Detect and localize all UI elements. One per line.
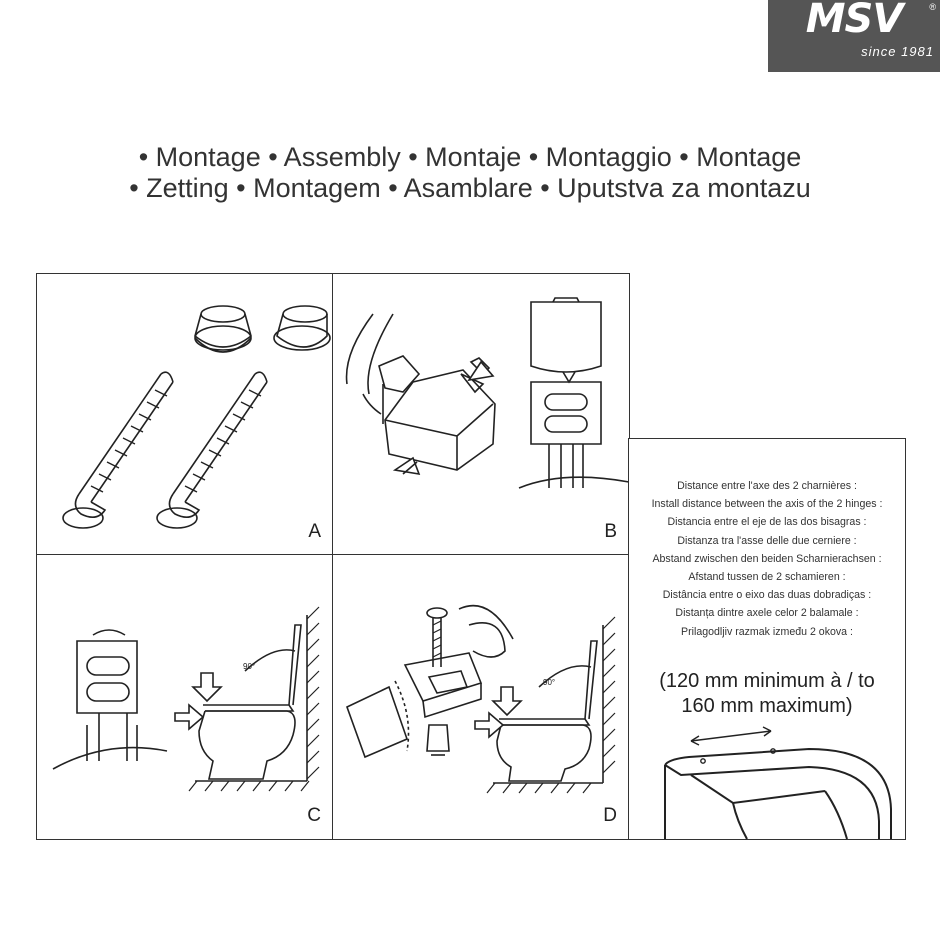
- title-line-1: • Montage • Assembly • Montaje • Montaggio • Montage: [138, 142, 802, 172]
- distance-line: Distância entre o eixo das duas dobradiças :: [662, 589, 872, 602]
- panel-b-label: B: [604, 521, 617, 542]
- panel-c: [36, 554, 334, 840]
- screw-fixing-illustration: [333, 555, 631, 841]
- distance-line: Install distance between the axis of the 2 hinges :: [651, 498, 883, 511]
- logo-tagline: since 1981: [861, 44, 934, 59]
- distance-line: Afstand tussen de 2 schamieren :: [688, 571, 846, 584]
- distance-line: Prilagodljiv razmak između 2 okova :: [681, 625, 853, 638]
- angle-label-d: 90°: [543, 678, 556, 687]
- panel-b: [332, 273, 630, 556]
- distance-line: Distance entre l'axe des 2 charnières :: [677, 480, 857, 492]
- panel-a-label: A: [308, 521, 321, 542]
- screws-and-plugs-illustration: [37, 274, 335, 557]
- panel-a: [36, 273, 334, 556]
- distance-line: Distanța dintre axele celor 2 balamale :: [675, 607, 859, 620]
- distance-line: Distanza tra l'asse delle due cerniere :: [677, 534, 857, 547]
- panel-c-label: C: [307, 805, 321, 826]
- hinge-distance-panel: [628, 438, 906, 840]
- distance-line: Distancia entre el eje de las dos bisagras :: [667, 516, 867, 529]
- panel-d-label: D: [603, 805, 617, 826]
- registered-mark: ®: [929, 2, 936, 12]
- range-line-1: (120 mm minimum à / to: [659, 670, 875, 692]
- range-line-2: 160 mm maximum): [681, 695, 853, 717]
- distance-line: Abstand zwischen den beiden Scharnierachsen :: [652, 552, 882, 565]
- angle-label-c: 90°: [243, 662, 256, 671]
- seat-placement-illustration: [37, 555, 335, 841]
- panel-d: [332, 554, 630, 840]
- toilet-bowl-illustration: [629, 439, 907, 841]
- brand-logo: [768, 0, 940, 72]
- title-line-2: • Zetting • Montagem • Asamblare • Uputstva za montazu: [129, 173, 811, 203]
- logo-mark: MSV: [805, 0, 903, 42]
- hinge-fitting-illustration: [333, 274, 631, 557]
